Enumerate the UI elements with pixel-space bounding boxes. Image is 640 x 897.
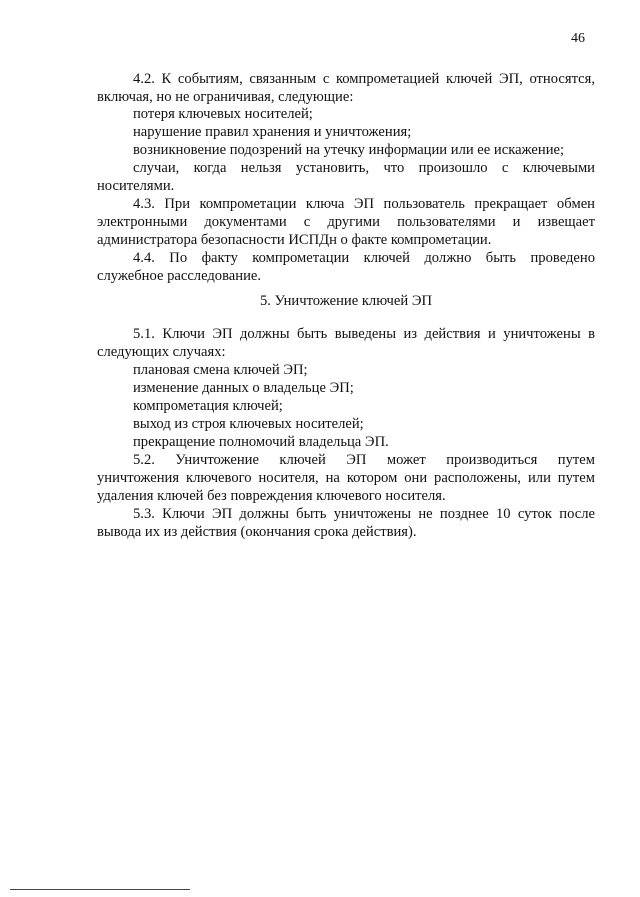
paragraph-5-2-line-3: удаления ключей без повреждения ключевого носителя. [97, 488, 446, 504]
list-item: плановая смена ключей ЭП; [133, 362, 308, 378]
page-number: 46 [571, 31, 585, 46]
paragraph-4-3-line-1: 4.3. При компрометации ключа ЭП пользователь прекращает обмен [133, 196, 595, 212]
case-line-2: носителями. [97, 178, 175, 194]
section-heading: 5. Уничтожение ключей ЭП [259, 293, 432, 309]
paragraph-5-1-line-2: следующих случаях: [97, 344, 226, 360]
paragraph-4-3-line-3: администратора безопасности ИСПДн о факте компрометации. [97, 232, 492, 248]
paragraph-4-2-line-2: включая, но не ограничивая, следующие: [97, 89, 354, 105]
paragraph-5-1-line-1: 5.1. Ключи ЭП должны быть выведены из действия и уничтожены в [133, 326, 595, 342]
paragraph-4-4-line-2: служебное расследование. [97, 268, 262, 284]
list-item: возникновение подозрений на утечку информации или ее искажение; [133, 142, 565, 158]
list-item: выход из строя ключевых носителей; [133, 416, 364, 432]
list-item: нарушение правил хранения и уничтожения; [133, 124, 412, 140]
paragraph-5-3-line-2: вывода их из действия (окончания срока действия). [97, 524, 417, 540]
paragraph-4-3-line-2: электронными документами с другими пользователями и извещает [97, 214, 595, 230]
paragraph-4-2-line-1: 4.2. К событиям, связанным с компрометацией ключей ЭП, относятся, [133, 71, 595, 87]
list-item: потеря ключевых носителей; [133, 106, 313, 122]
list-item: изменение данных о владельце ЭП; [133, 380, 354, 396]
paragraph-4-4-line-1: 4.4. По факту компрометации ключей должно быть проведено [133, 250, 595, 266]
list-item: компрометация ключей; [133, 398, 283, 414]
footer-rule [10, 889, 190, 890]
case-line-1: случаи, когда нельзя установить, что произошло с ключевыми [133, 160, 595, 176]
paragraph-5-3-line-1: 5.3. Ключи ЭП должны быть уничтожены не позднее 10 суток после [133, 506, 595, 522]
paragraph-5-2-line-1: 5.2. Уничтожение ключей ЭП может производиться путем [133, 452, 595, 468]
paragraph-5-2-line-2: уничтожения ключевого носителя, на котором они расположены, или путем [97, 470, 595, 486]
list-item: прекращение полномочий владельца ЭП. [133, 434, 389, 450]
